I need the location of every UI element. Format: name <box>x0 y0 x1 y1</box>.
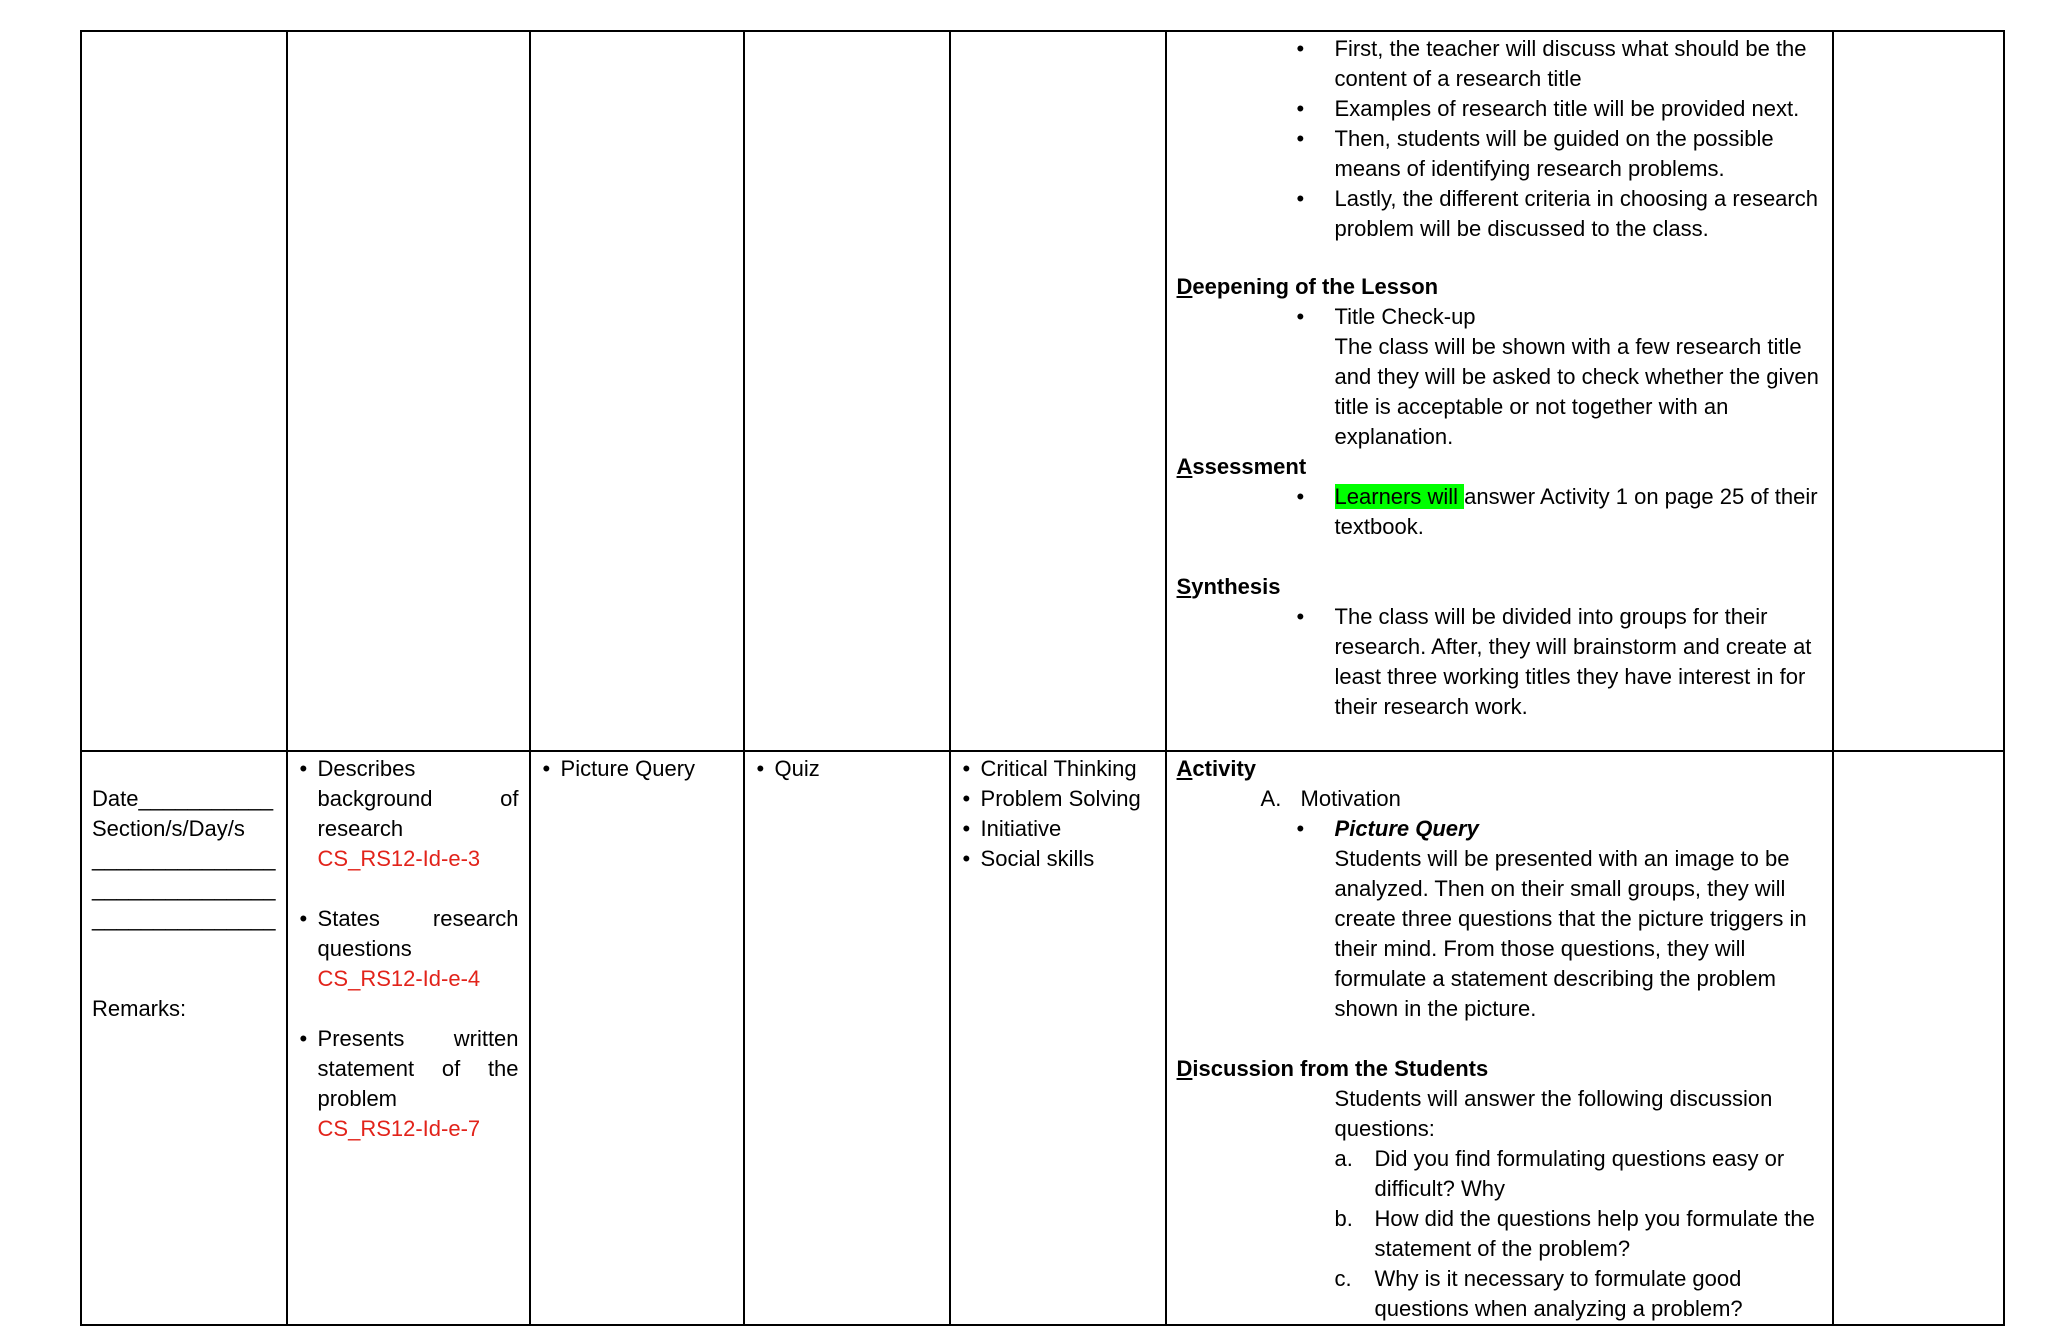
deepening-list <box>1177 302 1822 452</box>
synthesis-heading: Synthesis <box>1176 574 1281 599</box>
assessment-list <box>1177 482 1822 542</box>
list-item: • Initiative <box>961 814 1155 844</box>
list-item: • Presents written statement of the problem CS_RS12-Id-e-7 <box>298 1024 519 1144</box>
list-item: • Critical Thinking <box>961 754 1155 784</box>
skills-cell <box>950 751 1166 1325</box>
empty-cell <box>287 31 530 751</box>
empty-cell <box>950 31 1166 751</box>
motivation-list <box>1177 814 1822 1024</box>
competency-code: CS_RS12-Id-e-4 <box>317 966 481 991</box>
date-cell <box>81 751 287 1325</box>
table-row <box>81 751 2004 1325</box>
list-item: c. Why is it necessary to formulate good questions when analyzing a problem? <box>1334 1266 1743 1321</box>
list-item: • First, the teacher will discuss what should be the content of a research title <box>1296 36 1807 91</box>
discussion-questions <box>1177 1144 1822 1324</box>
competency-code: CS_RS12-Id-e-7 <box>317 1116 481 1141</box>
blank-line: _______________ <box>92 906 276 931</box>
assessment-heading: Assessment <box>1176 454 1307 479</box>
empty-cell <box>1833 751 2004 1325</box>
strategy-cell <box>530 751 744 1325</box>
deepening-heading: Deepening of the Lesson <box>1176 274 1439 299</box>
list-item: a. Did you find formulating questions easy or difficult? Why <box>1334 1146 1785 1201</box>
date-label: Date___________ <box>92 786 274 811</box>
empty-cell <box>1833 31 2004 751</box>
discussion-heading: Discussion from the Students <box>1176 1056 1489 1081</box>
empty-cell <box>81 31 287 751</box>
list-item: • Social skills <box>961 844 1155 874</box>
section-label: Section/s/Day/s <box>92 816 245 841</box>
blank-line: _______________ <box>92 876 276 901</box>
list-item: • Problem Solving <box>961 784 1155 814</box>
discussion-list <box>1177 34 1822 244</box>
empty-cell <box>530 31 744 751</box>
list-item: • Quiz <box>755 754 939 784</box>
lesson-plan-table <box>80 30 2005 1326</box>
empty-cell <box>744 31 950 751</box>
list-item: • Picture Query Students will be presented with an image to be analyzed. Then on their small groups, they will create three questions that the picture triggers in their mind. From those questions, they will formulate a statement describing the problem shown in the picture. <box>1296 816 1807 1021</box>
skills-list <box>961 754 1155 874</box>
list-item: • Learners will answer Activity 1 on page 25 of their textbook. <box>1296 484 1818 539</box>
activity-heading: Activity <box>1176 756 1257 781</box>
procedure-cell <box>1166 31 1833 751</box>
list-item: • Examples of research title will be provided next. <box>1296 96 1800 121</box>
list-item: • The class will be divided into groups for their research. After, they will brainstorm and create at least three working titles they have interest in for their research work. <box>1296 604 1812 719</box>
remarks-label: Remarks: <box>92 996 187 1021</box>
list-item: • Lastly, the different criteria in choosing a research problem will be discussed to the class. <box>1296 186 1818 241</box>
competency-code: CS_RS12-Id-e-3 <box>317 846 481 871</box>
blank-line: _______________ <box>92 846 276 871</box>
list-item: • Title Check-up The class will be shown with a few research title and they will be asked to check whether the given title is acceptable or not together with an explanation. <box>1296 304 1819 449</box>
list-item: • States research questions CS_RS12-Id-e-4 <box>298 904 519 994</box>
discussion-intro: Students will answer the following discussion questions: <box>1334 1086 1773 1141</box>
procedure-cell <box>1166 751 1833 1325</box>
assessment-type-cell <box>744 751 950 1325</box>
list-item: • Describes background of research CS_RS12-Id-e-3 <box>298 754 519 874</box>
competency-list <box>298 754 519 1144</box>
competencies-cell <box>287 751 530 1325</box>
motivation-item: A. Motivation <box>1260 786 1401 811</box>
highlighted-text: Learners will <box>1334 484 1465 509</box>
list-item: b. How did the questions help you formulate the statement of the problem? <box>1334 1206 1815 1261</box>
table-row <box>81 31 2004 751</box>
list-item: • Picture Query <box>541 754 733 784</box>
synthesis-list <box>1177 602 1822 722</box>
list-item: • Then, students will be guided on the possible means of identifying research problems. <box>1296 126 1774 181</box>
